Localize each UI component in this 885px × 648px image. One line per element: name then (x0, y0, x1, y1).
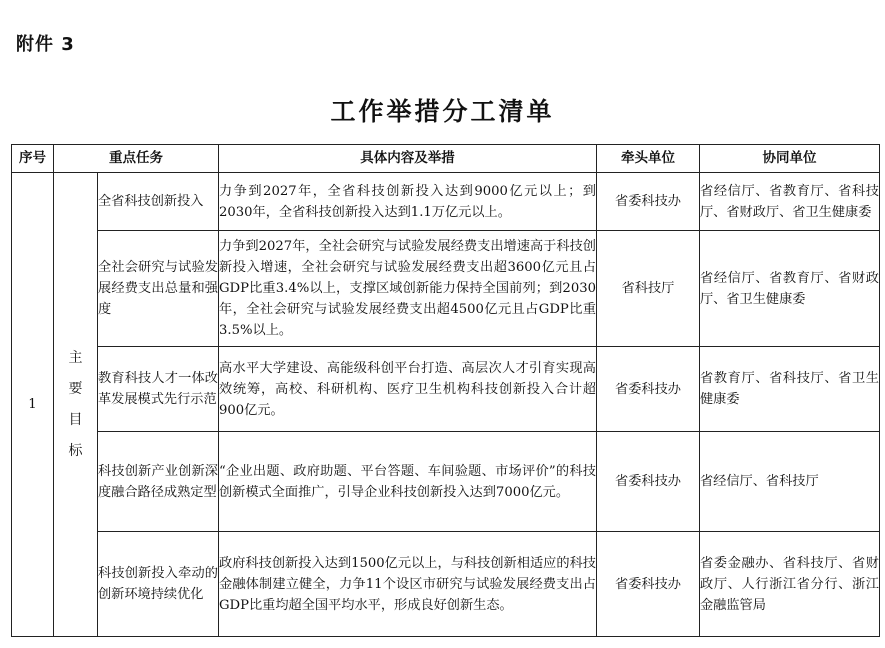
lead-unit-cell: 省委科技办 (597, 432, 700, 532)
content-cell: 力争到2027年，全社会研究与试验发展经费支出增速高于科技创新投入增速，全社会研究与试验发展经费支出超3600亿元且占GDP比重3.4%以上，支撑区域创新能力保持全国前列；到2030年，全社会研究与试验发展经费支出超4500亿元且占GDP比重3.5%以上。 (219, 231, 597, 347)
table-row (12, 173, 880, 231)
header-key-task: 重点任务 (54, 145, 219, 173)
category-cell (54, 173, 98, 637)
collab-units-cell: 省教育厅、省科技厅、省卫生健康委 (700, 347, 880, 432)
header-lead-unit: 牵头单位 (597, 145, 700, 173)
lead-unit-cell: 省委科技办 (597, 173, 700, 231)
category-label: 主要目标 (68, 349, 83, 459)
task-division-table (11, 144, 880, 637)
attachment-label: 附件 3 (16, 34, 75, 55)
collab-units-cell: 省经信厅、省教育厅、省科技厅、省财政厅、省卫生健康委 (700, 173, 880, 231)
content-cell: “企业出题、政府助题、平台答题、车间验题、市场评价”的科技创新模式全面推广，引导企业科技创新投入达到7000亿元。 (219, 432, 597, 532)
header-index: 序号 (12, 145, 54, 173)
task-cell: 科技创新投入牵动的创新环境持续优化 (98, 532, 219, 637)
lead-unit-cell: 省委科技办 (597, 532, 700, 637)
row-index: 1 (12, 173, 54, 637)
lead-unit-cell: 省科技厅 (597, 231, 700, 347)
task-cell: 教育科技人才一体改革发展模式先行示范 (98, 347, 219, 432)
table-header-row (12, 145, 880, 173)
table-row (12, 347, 880, 432)
lead-unit-cell: 省委科技办 (597, 347, 700, 432)
content-cell: 政府科技创新投入达到1500亿元以上，与科技创新相适应的科技金融体制建立健全，力争11个设区市研究与试验发展经费支出占GDP比重均超全国平均水平，形成良好创新生态。 (219, 532, 597, 637)
table-row (12, 532, 880, 637)
task-cell: 科技创新产业创新深度融合路径成熟定型 (98, 432, 219, 532)
table-row (12, 231, 880, 347)
collab-units-cell: 省经信厅、省教育厅、省财政厅、省卫生健康委 (700, 231, 880, 347)
table-row (12, 432, 880, 532)
header-content: 具体内容及举措 (219, 145, 597, 173)
content-cell: 高水平大学建设、高能级科创平台打造、高层次人才引育实现高效统筹，高校、科研机构、医疗卫生机构科技创新投入合计超900亿元。 (219, 347, 597, 432)
task-cell: 全省科技创新投入 (98, 173, 219, 231)
collab-units-cell: 省经信厅、省科技厅 (700, 432, 880, 532)
collab-units-cell: 省委金融办、省科技厅、省财政厅、人行浙江省分行、浙江金融监管局 (700, 532, 880, 637)
header-collab-units: 协同单位 (700, 145, 880, 173)
content-cell: 力争到2027年，全省科技创新投入达到9000亿元以上；到2030年，全省科技创新投入达到1.1万亿元以上。 (219, 173, 597, 231)
document-title: 工作举措分工清单 (330, 97, 555, 126)
task-cell: 全社会研究与试验发展经费支出总量和强度 (98, 231, 219, 347)
